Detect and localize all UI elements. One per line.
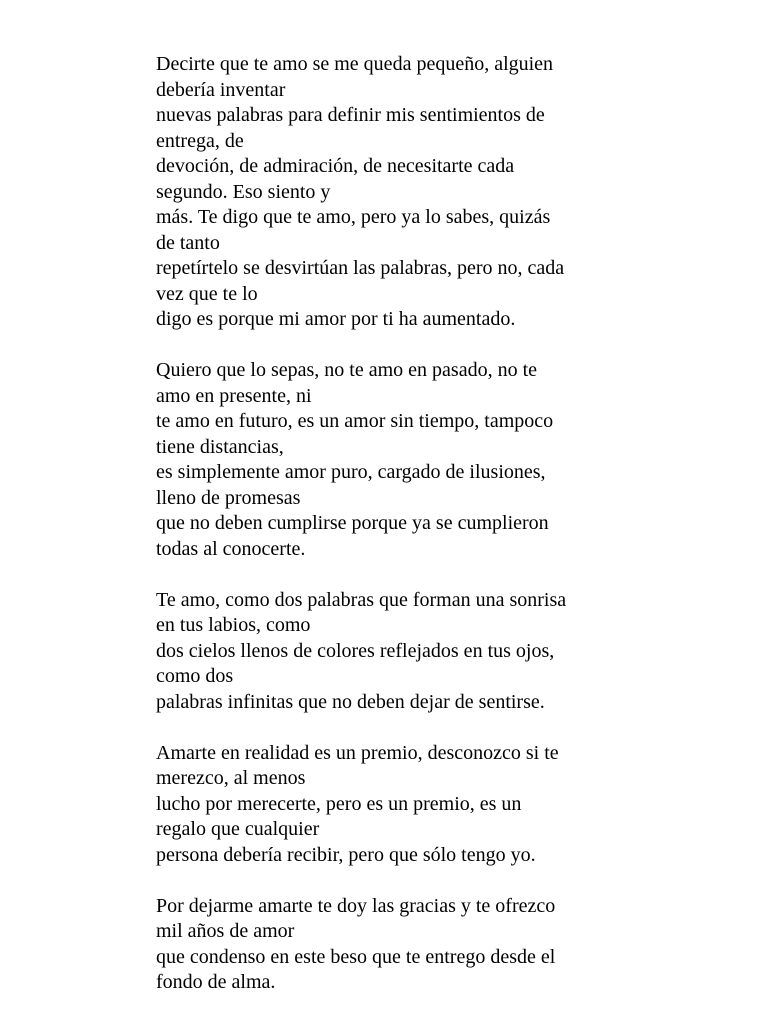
text-line: amo en presente, ni: [156, 384, 312, 407]
text-line: Por dejarme amarte te doy las gracias y te ofrezco: [156, 894, 556, 917]
text-line: nuevas palabras para definir mis sentimientos de: [156, 104, 545, 126]
text-line: lleno de promesas: [156, 486, 301, 509]
text-line: vez que te lo: [156, 282, 258, 305]
text-line: que no deben cumplirse porque ya se cumplieron: [156, 512, 549, 534]
paragraph-4: [156, 741, 616, 869]
text-line: fondo de alma.: [156, 971, 276, 993]
text-line: entrega, de: [156, 129, 244, 152]
text-line: mil años de amor: [156, 920, 295, 942]
text-line: devoción, de admiración, de necesitarte cada: [156, 155, 515, 177]
text-line: más. Te digo que te amo, pero ya lo sabes, quizás: [156, 206, 551, 228]
text-line: repetírtelo se desvirtúan las palabras, pero no, cada: [156, 257, 565, 279]
text-line: Decirte que te amo se me queda pequeño, alguien: [156, 53, 554, 75]
text-line: merezco, al menos: [156, 767, 306, 789]
text-line: debería inventar: [156, 78, 286, 101]
text-line: dos cielos llenos de colores reflejados en tus ojos,: [156, 639, 555, 662]
text-line: es simplemente amor puro, cargado de ilusiones,: [156, 461, 546, 483]
text-line: como dos: [156, 665, 234, 687]
text-line: tiene distancias,: [156, 435, 284, 458]
paragraph-2: [156, 358, 616, 562]
text-line: palabras infinitas que no deben dejar de sentirse.: [156, 690, 545, 713]
text-line: segundo. Eso siento y: [156, 180, 331, 203]
text-line: persona debería recibir, pero que sólo tengo yo.: [156, 843, 536, 866]
text-line: Te amo, como dos palabras que forman una sonrisa: [156, 588, 567, 611]
paragraph-3: [156, 588, 616, 716]
text-line: Quiero que lo sepas, no te amo en pasado, no te: [156, 359, 538, 381]
text-line: lucho por merecerte, pero es un premio, es un: [156, 792, 522, 815]
text-line: Amarte en realidad es un premio, desconozco si te: [156, 741, 559, 764]
text-line: regalo que cualquier: [156, 818, 320, 840]
text-line: digo es porque mi amor por ti ha aumentado.: [156, 308, 516, 330]
text-line: que condenso en este beso que te entrego desde el: [156, 945, 556, 968]
text-line: en tus labios, como: [156, 614, 311, 636]
text-line: todas al conocerte.: [156, 537, 306, 560]
document-page: [156, 52, 616, 1021]
text-line: te amo en futuro, es un amor sin tiempo, tampoco: [156, 410, 554, 432]
paragraph-1: [156, 52, 616, 333]
text-line: de tanto: [156, 231, 220, 254]
paragraph-5: [156, 894, 616, 996]
